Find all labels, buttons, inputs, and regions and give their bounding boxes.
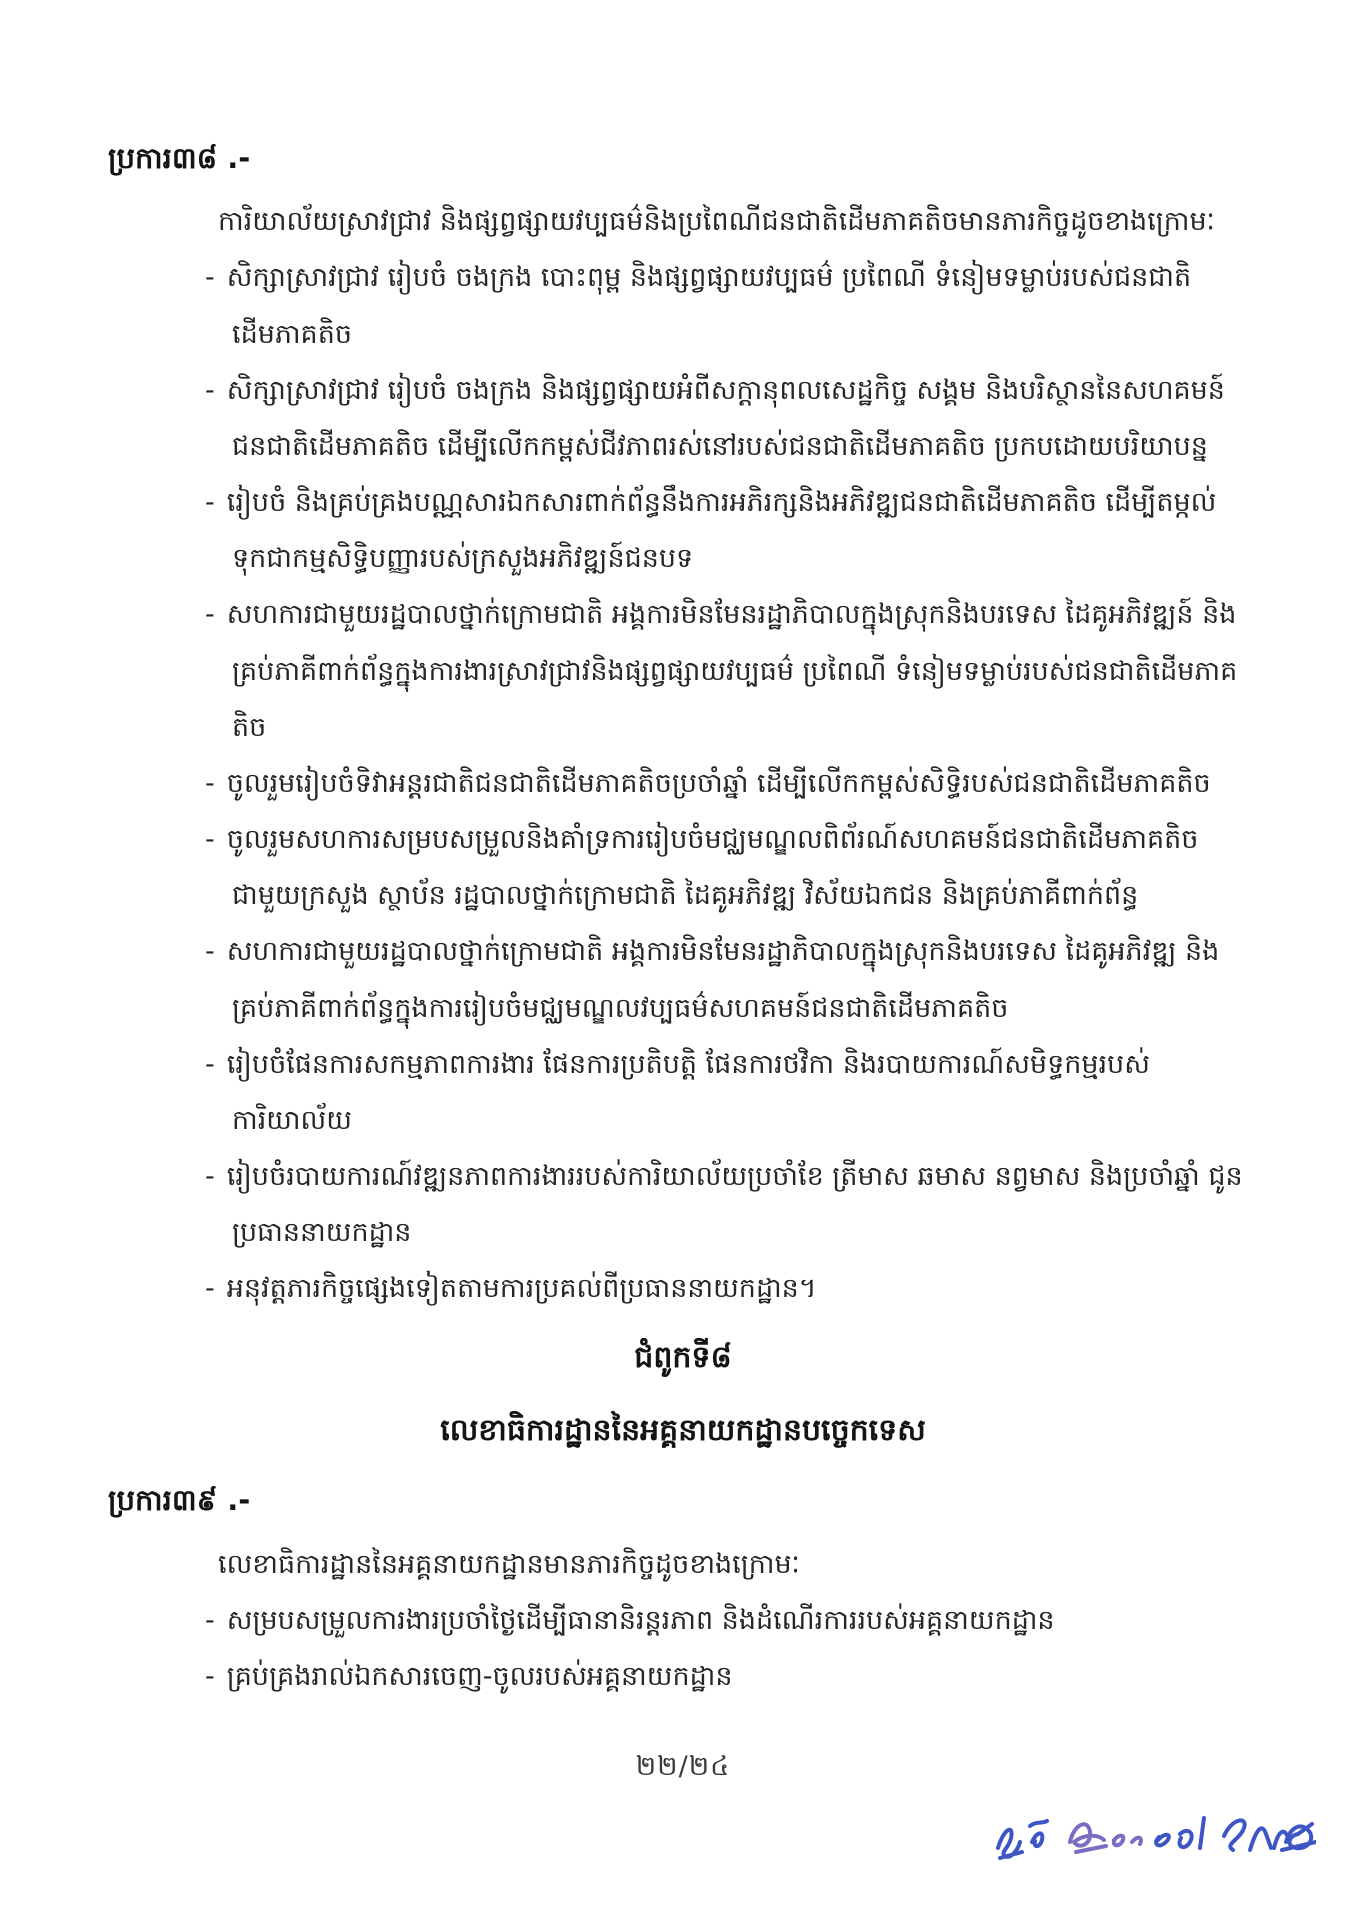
bullet-text: ចូលរួមរៀបចំទិវាអន្តរជាតិជនជាតិដើមភាគតិចប្រចាំឆ្នាំ ដើម្បីលើកកម្ពស់សិទ្ធិរបស់ជនជាតិដើមភាគតិច xyxy=(226,767,1211,799)
bullet-item xyxy=(205,812,1258,924)
bullet-text: រៀបចំ និងគ្រប់គ្រងបណ្ណសារឯកសារពាក់ព័ន្ធនឹងការអភិរក្សនិងអភិវឌ្ឍជនជាតិដើមភាគតិច ដើម្បីតម្កល់ទុកជាកម្មសិទ្ធិបញ្ញារបស់ក្រសួងអភិវឌ្ឍន៍ជនបទ xyxy=(226,487,1217,575)
bullet-dash: - xyxy=(205,1604,215,1636)
article-38-intro: ការិយាល័យស្រាវជ្រាវ និងផ្សព្វផ្សាយវប្បធម៌និងប្រពៃណីជនជាតិដើមភាគតិចមានភារកិច្ចដូចខាងក្រោមៈ xyxy=(218,206,1215,238)
bullet-dash: - xyxy=(205,374,215,406)
bullet-text: រៀបចំផែនការសកម្មភាពការងារ ផែនការប្រតិបត្តិ ផែនការថវិកា និងរបាយការណ៍សមិទ្ធកម្មរបស់ការិយាល័យ xyxy=(226,1048,1150,1136)
bullet-dash: - xyxy=(205,262,215,294)
bullet-text: សហការជាមួយរដ្ឋបាលថ្នាក់ក្រោមជាតិ អង្គការមិនមែនរដ្ឋាភិបាលក្នុងស្រុកនិងបរទេស ដៃគូអភិវឌ្ឍ និងគ្រប់ភាគីពាក់ព័ន្ធក្នុងការរៀបចំមជ្ឈមណ្ឌលវប្បធម៌សហគមន៍ជនជាតិដើមភាគតិច xyxy=(226,936,1220,1024)
bullet-dash: - xyxy=(205,487,215,519)
bullet-item xyxy=(205,1261,1258,1317)
bullet-dash: - xyxy=(205,599,215,631)
bullet-item xyxy=(205,1037,1258,1149)
article-39-bullet-list xyxy=(205,1593,1258,1705)
bullet-item xyxy=(205,1649,1258,1705)
bullet-text: រៀបចំរបាយការណ៍វឌ្ឍនភាពការងាររបស់ការិយាល័យប្រចាំខែ ត្រីមាស ឆមាស នព្វមាស និងប្រចាំឆ្នាំ ជូនប្រធាននាយកដ្ឋាន xyxy=(226,1160,1243,1249)
bullet-dash: - xyxy=(205,824,215,856)
bullet-text: ចូលរួមសហការសម្របសម្រួលនិងគាំទ្រការរៀបចំមជ្ឈមណ្ឌលពិព័រណ៍សហគមន៍ជនជាតិដើមភាគតិចជាមួយក្រសួង ស្ថាប័ន រដ្ឋបាលថ្នាក់ក្រោមជាតិ ដៃគូអភិវឌ្ឍ វិស័យឯកជន និងគ្រប់ភាគីពាក់ព័ន្ធ xyxy=(226,824,1199,912)
article-38-heading: ប្រការ៣៨ .- xyxy=(108,141,251,175)
bullet-item xyxy=(205,1149,1258,1261)
bullet-item xyxy=(205,756,1258,812)
bullet-dash: - xyxy=(205,1048,215,1080)
bullet-item xyxy=(205,363,1258,475)
bullet-item xyxy=(205,250,1258,362)
bullet-text: សិក្សាស្រាវជ្រាវ រៀបចំ ចងក្រង បោះពុម្ព និងផ្សព្វផ្សាយវប្បធម៌ ប្រពៃណី ទំនៀមទម្លាប់របស់ជនជាតិដើមភាគតិច xyxy=(226,262,1192,350)
article-39-intro: លេខាធិការដ្ឋាននៃអគ្គនាយកដ្ឋានមានភារកិច្ចដូចខាងក្រោមៈ xyxy=(218,1548,800,1580)
bullet-dash: - xyxy=(205,1160,215,1192)
article-39-section xyxy=(108,1470,1258,1705)
bullet-dash: - xyxy=(205,936,215,968)
bullet-item xyxy=(205,475,1258,587)
handwritten-signature xyxy=(986,1790,1316,1890)
chapter-8-title: ជំពូកទី៨ xyxy=(634,1340,732,1376)
article-38-bullet-list xyxy=(205,250,1258,1317)
article-39-heading: ប្រការ៣៩ .- xyxy=(108,1483,251,1518)
bullet-text: អនុវត្តភារកិច្ចផ្សេងទៀតតាមការប្រគល់ពីប្រធាននាយកដ្ឋាន។ xyxy=(226,1273,817,1305)
bullet-item xyxy=(205,1593,1258,1649)
bullet-item xyxy=(205,587,1258,755)
bullet-dash: - xyxy=(205,1660,215,1692)
bullet-text: សិក្សាស្រាវជ្រាវ រៀបចំ ចងក្រង និងផ្សព្វផ្សាយអំពីសក្ដានុពលសេដ្ឋកិច្ច សង្គម និងបរិស្ថាននៃសហគមន៍ជនជាតិដើមភាគតិច ដើម្បីលើកកម្ពស់ជីវភាពរស់នៅរបស់ជនជាតិដើមភាគតិច ប្រកបដោយបរិយាបន្ន xyxy=(226,374,1225,462)
bullet-dash: - xyxy=(205,1273,215,1305)
bullet-text: សម្របសម្រួលការងារប្រចាំថ្ងៃដើម្បីធានានិរន្តរភាព និងដំណើរការរបស់អគ្គនាយកដ្ឋាន xyxy=(226,1604,1055,1636)
page-number: ២២/២៤ xyxy=(635,1751,731,1782)
bullet-item xyxy=(205,924,1258,1036)
chapter-8-subtitle: លេខាធិការដ្ឋាននៃអគ្គនាយកដ្ឋានបច្ចេកទេស xyxy=(440,1412,926,1448)
bullet-dash: - xyxy=(205,767,215,799)
bullet-text: សហការជាមួយរដ្ឋបាលថ្នាក់ក្រោមជាតិ អង្គការមិនមែនរដ្ឋាភិបាលក្នុងស្រុកនិងបរទេស ដៃគូអភិវឌ្ឍន៍ និងគ្រប់ភាគីពាក់ព័ន្ធក្នុងការងារស្រាវជ្រាវនិងផ្សព្វផ្សាយវប្បធម៌ ប្រពៃណី ទំនៀមទម្លាប់របស់ជនជាតិដើមភាគតិច xyxy=(226,599,1238,743)
bullet-text: គ្រប់គ្រងរាល់ឯកសារចេញ-ចូលរបស់អគ្គនាយកដ្ឋាន xyxy=(226,1660,733,1692)
